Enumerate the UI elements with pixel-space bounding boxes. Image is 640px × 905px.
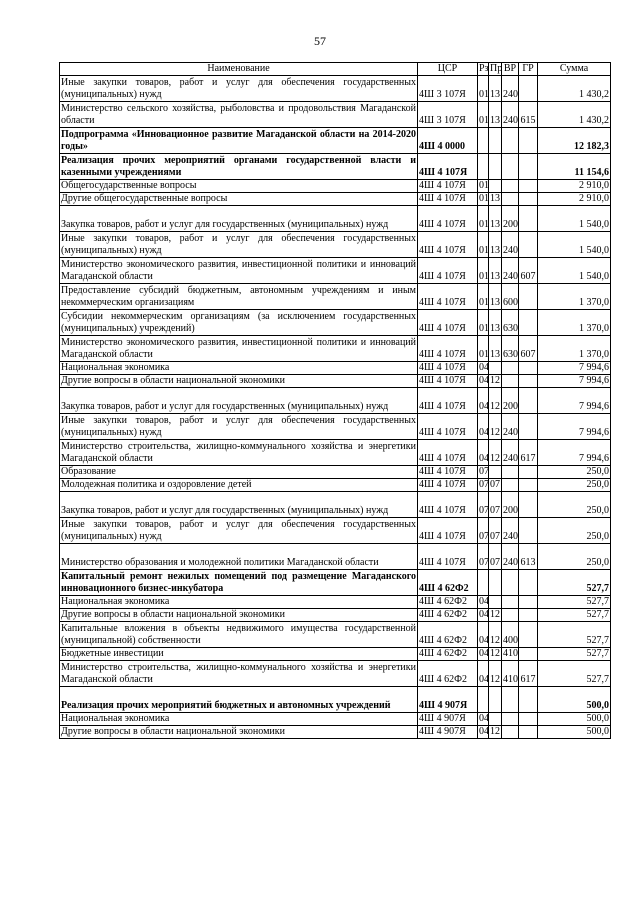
cell-vr: 630 (502, 336, 519, 362)
cell-name: Иные закупки товаров, работ и услуг для обеспечения государственных (муниципальных) нужд (61, 233, 416, 256)
cell-sum: 500,0 (538, 713, 611, 726)
cell-sum: 250,0 (538, 492, 611, 518)
cell-gr (519, 206, 538, 232)
cell-name: Министерство строительства, жилищно-коммунального хозяйства и энергетики Магаданской области (61, 662, 416, 685)
cell-pr (489, 466, 502, 479)
cell-rz (478, 687, 489, 713)
cell-vr (502, 687, 519, 713)
cell-gr (519, 492, 538, 518)
page-number: 57 (314, 34, 326, 48)
cell-rz: 01 (478, 206, 489, 232)
cell-vr (502, 466, 519, 479)
cell-pr: 12 (490, 609, 500, 620)
cell-rz: 07 (479, 466, 489, 477)
table-header-row (60, 63, 611, 76)
cell-vr: 240 (502, 544, 519, 570)
cell-rz: 04 (478, 440, 489, 466)
cell-sum: 250,0 (538, 479, 611, 492)
cell-name: Реализация прочих мероприятий органами государственной власти и казенными учреждениями (61, 155, 416, 178)
cell-vr: 200 (502, 206, 519, 232)
cell-csr: 4Ш 4 107Я (418, 518, 478, 544)
cell-csr: 4Ш 3 107Я (418, 102, 478, 128)
cell-rz: 07 (479, 479, 489, 490)
table-row (60, 648, 611, 661)
cell-vr: 240 (502, 76, 519, 102)
cell-sum: 527,7 (538, 648, 611, 661)
table-row (60, 479, 611, 492)
cell-gr (519, 570, 538, 596)
cell-csr: 4Ш 4 107Я (418, 232, 478, 258)
cell-pr: 12 (490, 375, 500, 386)
cell-sum: 7 994,6 (538, 362, 611, 375)
cell-name: Закупка товаров, работ и услуг для государственных (муниципальных) нужд (60, 206, 418, 232)
cell-gr (519, 518, 538, 544)
cell-csr: 4Ш 4 907Я (418, 726, 478, 739)
cell-gr (519, 180, 538, 193)
cell-pr: 13 (489, 206, 502, 232)
cell-vr: 410 (502, 661, 519, 687)
cell-vr (502, 154, 519, 180)
cell-csr: 4Ш 4 107Я (418, 479, 478, 492)
cell-sum: 1 430,2 (538, 76, 611, 102)
cell-rz: 04 (478, 622, 489, 648)
cell-csr: 4Ш 4 107Я (418, 544, 478, 570)
cell-csr: 4Ш 3 107Я (418, 76, 478, 102)
cell-vr (502, 128, 519, 154)
cell-csr: 4Ш 4 62Ф2 (418, 648, 478, 661)
table-row (60, 414, 611, 440)
cell-vr (502, 609, 519, 622)
cell-pr (489, 570, 502, 596)
cell-gr (519, 388, 538, 414)
table-row (60, 102, 611, 128)
cell-sum: 250,0 (538, 518, 611, 544)
header-pr: Пр (490, 63, 503, 74)
cell-rz: 04 (479, 609, 489, 620)
table-row (60, 362, 611, 375)
cell-rz: 01 (478, 102, 489, 128)
cell-rz: 07 (478, 492, 489, 518)
table-row (60, 284, 611, 310)
cell-gr (519, 648, 538, 661)
table-row (60, 154, 611, 180)
cell-rz: 04 (479, 713, 489, 724)
table-row (60, 518, 611, 544)
cell-vr (502, 713, 519, 726)
cell-gr (519, 76, 538, 102)
table-row (60, 466, 611, 479)
cell-gr (519, 232, 538, 258)
cell-rz: 04 (479, 362, 489, 373)
cell-pr: 12 (489, 622, 502, 648)
cell-pr: 12 (490, 648, 500, 659)
cell-name: Капитальный ремонт нежилых помещений под размещение Магаданского инновационного бизнес-инкубатора (61, 571, 416, 594)
cell-rz: 07 (478, 544, 489, 570)
cell-gr (519, 154, 538, 180)
cell-csr: 4Ш 4 107Я (418, 414, 478, 440)
cell-gr (519, 193, 538, 206)
cell-gr (519, 726, 538, 739)
cell-vr (502, 726, 519, 739)
cell-rz: 01 (478, 76, 489, 102)
cell-gr: 607 (519, 258, 538, 284)
table-row (60, 440, 611, 466)
cell-sum: 2 910,0 (538, 180, 611, 193)
cell-vr: 200 (502, 388, 519, 414)
cell-pr: 12 (489, 414, 502, 440)
cell-gr (519, 466, 538, 479)
cell-name: Иные закупки товаров, работ и услуг для обеспечения государственных (муниципальных) нужд (61, 415, 416, 438)
cell-vr: 240 (502, 232, 519, 258)
cell-sum: 527,7 (538, 609, 611, 622)
cell-csr: 4Ш 4 107Я (418, 258, 478, 284)
cell-sum: 7 994,6 (538, 440, 611, 466)
cell-rz (478, 570, 489, 596)
cell-vr: 240 (502, 258, 519, 284)
cell-pr (489, 180, 502, 193)
cell-csr: 4Ш 4 107Я (418, 440, 478, 466)
cell-pr (489, 596, 502, 609)
header-vr: ВР (502, 63, 519, 76)
cell-rz: 04 (479, 375, 489, 386)
cell-rz: 04 (478, 388, 489, 414)
cell-pr: 13 (489, 310, 502, 336)
table-row (60, 687, 611, 713)
cell-name: Иные закупки товаров, работ и услуг для обеспечения государственных (муниципальных) нужд (61, 77, 416, 100)
cell-pr (489, 154, 502, 180)
table-row (60, 232, 611, 258)
cell-name: Предоставление субсидий бюджетным, автономным учреждениям и иным некоммерческим организациям (61, 285, 416, 308)
cell-sum: 1 370,0 (538, 284, 611, 310)
cell-vr: 600 (502, 284, 519, 310)
cell-csr: 4Ш 4 62Ф2 (418, 609, 478, 622)
cell-name: Капитальные вложения в объекты недвижимого имущества государственной (муниципальной) собственности (61, 623, 416, 646)
cell-rz: 07 (478, 518, 489, 544)
header-name: Наименование (60, 63, 418, 76)
cell-pr: 12 (489, 388, 502, 414)
cell-csr: 4Ш 4 107Я (418, 310, 478, 336)
cell-rz: 04 (479, 726, 489, 737)
cell-sum: 7 994,6 (538, 375, 611, 388)
cell-name: Национальная экономика (60, 362, 418, 375)
cell-pr (489, 128, 502, 154)
cell-gr (519, 596, 538, 609)
table-row (60, 76, 611, 102)
cell-csr: 4Ш 4 107Я (418, 154, 478, 180)
cell-rz (478, 154, 489, 180)
cell-vr: 410 (503, 648, 518, 659)
table-row (60, 193, 611, 206)
cell-vr (502, 193, 519, 206)
cell-rz: 01 (479, 180, 489, 191)
cell-csr: 4Ш 4 907Я (418, 713, 478, 726)
cell-pr (489, 362, 502, 375)
cell-csr: 4Ш 4 107Я (418, 388, 478, 414)
cell-gr (519, 687, 538, 713)
cell-pr: 07 (489, 518, 502, 544)
cell-gr: 607 (519, 336, 538, 362)
header-gr: ГР (519, 63, 538, 76)
cell-gr: 617 (519, 661, 538, 687)
header-rz: Рз (479, 63, 489, 74)
cell-name: Министерство сельского хозяйства, рыболовства и продовольствия Магаданской области (61, 103, 416, 126)
cell-vr (502, 596, 519, 609)
cell-csr: 4Ш 4 107Я (418, 362, 478, 375)
cell-csr: 4Ш 4 107Я (418, 466, 478, 479)
cell-csr: 4Ш 4 107Я (418, 180, 478, 193)
table-row (60, 609, 611, 622)
cell-sum: 11 154,6 (538, 154, 611, 180)
cell-vr (502, 362, 519, 375)
table-row (60, 310, 611, 336)
cell-csr: 4Ш 4 107Я (418, 375, 478, 388)
cell-pr (489, 713, 502, 726)
table-row (60, 128, 611, 154)
cell-name: Закупка товаров, работ и услуг для государственных (муниципальных) нужд (60, 492, 418, 518)
table-row (60, 661, 611, 687)
cell-gr (519, 310, 538, 336)
table-row (60, 570, 611, 596)
cell-gr (519, 713, 538, 726)
cell-csr: 4Ш 4 62Ф2 (418, 622, 478, 648)
table-row (60, 336, 611, 362)
cell-csr: 4Ш 4 107Я (418, 492, 478, 518)
cell-rz: 04 (479, 596, 489, 607)
cell-name: Министерство экономического развития, инвестиционной политики и инноваций Магаданской области (61, 337, 416, 360)
budget-table (59, 62, 611, 739)
table-row (60, 726, 611, 739)
cell-pr: 13 (489, 102, 502, 128)
cell-gr: 617 (519, 440, 538, 466)
cell-sum: 2 910,0 (538, 193, 611, 206)
cell-sum: 527,7 (538, 570, 611, 596)
cell-csr: 4Ш 4 107Я (418, 284, 478, 310)
cell-gr (519, 414, 538, 440)
cell-pr: 13 (489, 284, 502, 310)
cell-csr: 4Ш 4 62Ф2 (418, 570, 478, 596)
cell-csr: 4Ш 4 107Я (418, 206, 478, 232)
cell-name: Закупка товаров, работ и услуг для государственных (муниципальных) нужд (60, 388, 418, 414)
cell-csr: 4Ш 4 0000 (418, 128, 478, 154)
table-row (60, 388, 611, 414)
header-csr: ЦСР (418, 63, 478, 76)
cell-vr: 400 (502, 622, 519, 648)
cell-csr: 4Ш 4 62Ф2 (418, 661, 478, 687)
table-row (60, 375, 611, 388)
cell-sum: 250,0 (538, 466, 611, 479)
cell-sum: 1 540,0 (538, 206, 611, 232)
cell-sum: 500,0 (538, 687, 611, 713)
cell-rz: 04 (479, 648, 489, 659)
cell-rz: 04 (478, 414, 489, 440)
cell-pr: 13 (490, 193, 500, 204)
table-row (60, 544, 611, 570)
cell-name: Иные закупки товаров, работ и услуг для обеспечения государственных (муниципальных) нужд (61, 519, 416, 542)
cell-name: Министерство строительства, жилищно-коммунального хозяйства и энергетики Магаданской области (61, 441, 416, 464)
cell-pr: 07 (489, 492, 502, 518)
cell-name: Образование (60, 466, 418, 479)
cell-sum: 7 994,6 (538, 414, 611, 440)
cell-name: Другие общегосударственные вопросы (60, 193, 418, 206)
cell-sum: 527,7 (538, 596, 611, 609)
cell-sum: 500,0 (538, 726, 611, 739)
table-row (60, 258, 611, 284)
cell-rz: 01 (478, 258, 489, 284)
cell-name: Реализация прочих мероприятий бюджетных и автономных учреждений (60, 687, 418, 713)
cell-rz: 01 (478, 336, 489, 362)
cell-pr: 13 (489, 76, 502, 102)
cell-name: Бюджетные инвестиции (60, 648, 418, 661)
cell-gr (519, 284, 538, 310)
cell-sum: 7 994,6 (538, 388, 611, 414)
cell-rz: 01 (479, 193, 489, 204)
cell-vr: 630 (502, 310, 519, 336)
cell-vr: 240 (502, 102, 519, 128)
table-row (60, 622, 611, 648)
cell-sum: 250,0 (538, 544, 611, 570)
cell-vr: 200 (502, 492, 519, 518)
table-row (60, 492, 611, 518)
cell-vr: 240 (502, 518, 519, 544)
cell-pr: 12 (489, 661, 502, 687)
cell-gr (519, 622, 538, 648)
cell-vr (502, 180, 519, 193)
cell-name: Молодежная политика и оздоровление детей (60, 479, 418, 492)
cell-name: Другие вопросы в области национальной экономики (60, 726, 418, 739)
cell-pr: 07 (490, 479, 500, 490)
cell-rz: 01 (478, 284, 489, 310)
table-body (60, 76, 611, 739)
cell-sum: 1 540,0 (538, 232, 611, 258)
cell-gr: 613 (519, 544, 538, 570)
cell-vr (502, 479, 519, 492)
cell-name: Национальная экономика (60, 596, 418, 609)
cell-sum: 527,7 (538, 661, 611, 687)
cell-vr (502, 570, 519, 596)
cell-rz (478, 128, 489, 154)
header-sum: Сумма (538, 63, 611, 76)
cell-csr: 4Ш 4 907Я (418, 687, 478, 713)
cell-pr: 13 (489, 232, 502, 258)
table-row (60, 206, 611, 232)
cell-gr (519, 375, 538, 388)
cell-sum: 12 182,3 (538, 128, 611, 154)
cell-sum: 1 430,2 (538, 102, 611, 128)
cell-vr: 240 (502, 440, 519, 466)
table-row (60, 180, 611, 193)
cell-sum: 1 370,0 (538, 310, 611, 336)
cell-name: Подпрограмма «Инновационное развитие Магаданской области на 2014-2020 годы» (61, 129, 416, 152)
cell-name: Министерство образования и молодежной политики Магаданской области (60, 544, 418, 570)
cell-name: Общегосударственные вопросы (60, 180, 418, 193)
cell-pr: 07 (489, 544, 502, 570)
cell-pr (489, 687, 502, 713)
cell-pr: 13 (489, 258, 502, 284)
cell-sum: 527,7 (538, 622, 611, 648)
cell-pr: 12 (490, 726, 500, 737)
table-row (60, 713, 611, 726)
cell-gr (519, 609, 538, 622)
cell-name: Субсидии некоммерческим организациям (за исключением государственных (муниципальных) учреждений) (61, 311, 416, 334)
cell-rz: 01 (478, 310, 489, 336)
cell-gr (519, 479, 538, 492)
cell-gr (519, 362, 538, 375)
cell-gr (519, 128, 538, 154)
cell-rz: 01 (478, 232, 489, 258)
cell-csr: 4Ш 4 107Я (418, 336, 478, 362)
table-row (60, 596, 611, 609)
cell-vr (502, 375, 519, 388)
cell-csr: 4Ш 4 107Я (418, 193, 478, 206)
cell-name: Национальная экономика (60, 713, 418, 726)
cell-sum: 1 540,0 (538, 258, 611, 284)
cell-name: Министерство экономического развития, инвестиционной политики и инноваций Магаданской области (61, 259, 416, 282)
cell-vr: 240 (502, 414, 519, 440)
cell-gr: 615 (519, 102, 538, 128)
cell-name: Другие вопросы в области национальной экономики (60, 609, 418, 622)
cell-rz: 04 (478, 661, 489, 687)
cell-csr: 4Ш 4 62Ф2 (418, 596, 478, 609)
cell-pr: 12 (489, 440, 502, 466)
cell-pr: 13 (489, 336, 502, 362)
cell-name: Другие вопросы в области национальной экономики (60, 375, 418, 388)
cell-sum: 1 370,0 (538, 336, 611, 362)
